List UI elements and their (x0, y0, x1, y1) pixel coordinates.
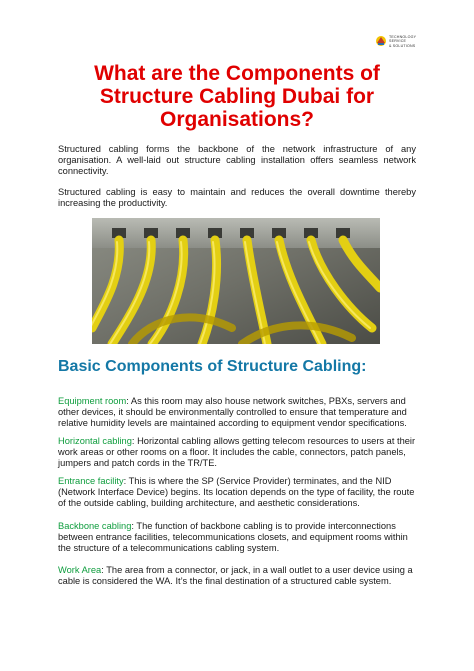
page-title: What are the Components of Structure Cabling Dubai for Organisations? (94, 62, 380, 131)
component-description: : The function of backbone cabling is to provide interconnections between entrance facilities, telecommunications closets, and equipment rooms within the structure of a telecommunications cabling system. (58, 521, 408, 553)
component-term: Equipment room (58, 396, 127, 406)
logo-line: & SOLUTIONS (389, 43, 416, 48)
component-term: Backbone cabling (58, 521, 132, 531)
component-term: Work Area (58, 565, 102, 575)
logo-line: TECHNOLOGY (389, 35, 417, 39)
logo-line: SERVICE (389, 39, 407, 44)
component-item (58, 436, 420, 469)
cables-photo (92, 218, 380, 344)
component-term: Entrance facility (58, 476, 124, 486)
component-description: : As this room may also house network switches, PBXs, servers and other devices, it should be environmentally controlled to ensure that temperature and relative humidity levels are maintained according to equipment vendor specifications. (58, 396, 407, 428)
component-item (58, 521, 420, 554)
component-description: : This is where the SP (Service Provider) terminates, and the NID (Network Interface Device) begins. Its location depends on the type of facility, the route of the outside cabling, building architecture, and aesthetic considerations. (58, 476, 415, 508)
intro-paragraph: Structured cabling forms the backbone of the network infrastructure of any organisation. A well-laid out structure cabling installation offers seamless network connectivity. (58, 144, 416, 176)
section-heading: Basic Components of Structure Cabling: (58, 358, 367, 375)
component-item (58, 565, 420, 587)
patch-cables-image (92, 218, 380, 344)
component-item (58, 476, 420, 509)
component-item (58, 396, 420, 429)
component-description: : Horizontal cabling allows getting telecom resources to users at their work areas or other rooms on a floor. It includes the cable, connectors, patch panels, jumpers and patch cords in the TR/TE. (58, 436, 416, 468)
logo-emblem-icon (375, 35, 387, 47)
company-logo (375, 34, 435, 50)
logo-text (389, 35, 416, 48)
component-term: Horizontal cabling (58, 436, 132, 446)
intro-paragraph: Structured cabling is easy to maintain and reduces the overall downtime thereby increasing the productivity. (58, 187, 416, 208)
component-description: : The area from a connector, or jack, in a wall outlet to a user device using a cable is considered the WA. It’s the final destination of a structured cable system. (58, 565, 413, 586)
